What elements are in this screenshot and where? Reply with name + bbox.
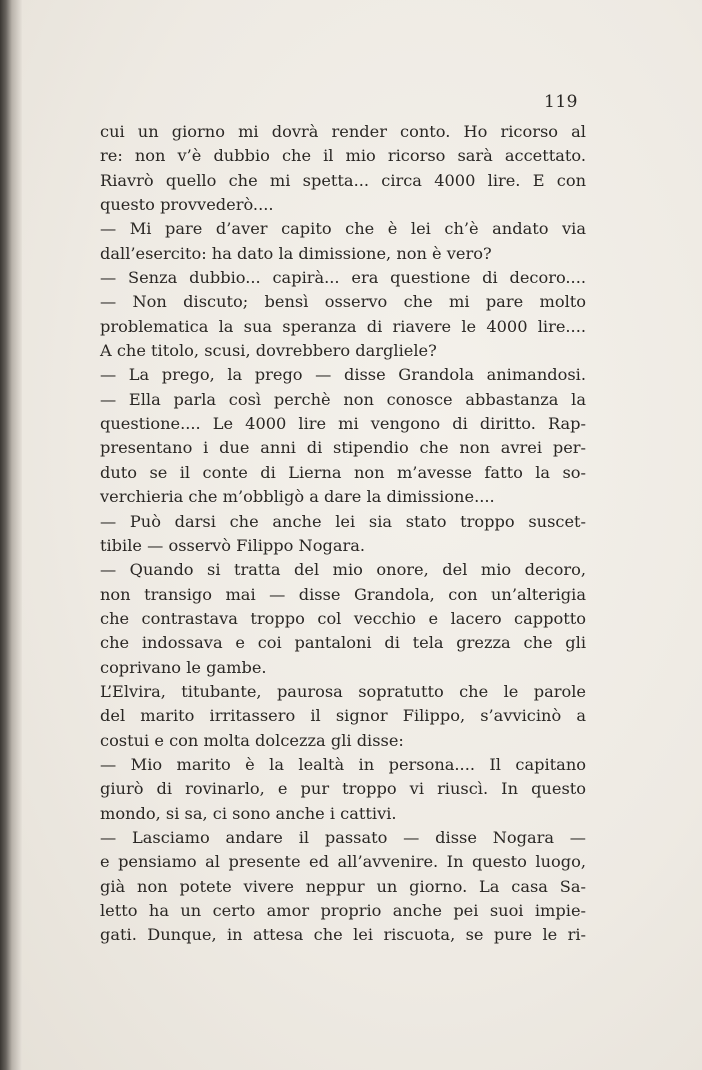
text-line: coprivano le gambe.	[100, 657, 267, 677]
text-line: presentano i due anni di stipendio che non avrei per-	[100, 438, 586, 458]
text-line: — Ella parla così perchè non conosce abbastanza la	[100, 389, 586, 409]
text-line: del marito irritassero il signor Filippo, s’avvicinò a	[100, 706, 586, 726]
text-line: costui e con molta dolcezza gli disse:	[100, 730, 404, 750]
text-line: tibile — osservò Filippo Nogara.	[100, 535, 366, 555]
book-spine-shadow	[0, 0, 22, 1070]
text-line: e pensiamo al presente ed all’avvenire. In questo luogo,	[100, 852, 586, 872]
text-line: A che titolo, scusi, dovrebbero dargliele?	[100, 341, 437, 361]
text-line: mondo, si sa, ci sono anche i cattivi.	[100, 803, 397, 823]
text-line: letto ha un certo amor proprio anche pei suoi impie-	[100, 901, 586, 920]
text-line: cui un giorno mi dovrà render conto. Ho ricorso al	[100, 122, 586, 141]
text-line: che contrastava troppo col vecchio e lacero cappotto	[100, 608, 586, 628]
text-line: questo provvederò....	[100, 195, 274, 215]
text-line: re: non v’è dubbio che il mio ricorso sarà accettato.	[100, 146, 586, 166]
text-line: verchieria che m’obbligò a dare la dimissione....	[100, 487, 495, 507]
text-line: Riavrò quello che mi spetta... circa 4000 lire. E con	[100, 170, 586, 190]
text-line: — Quando si tratta del mio onore, del mio decoro,	[100, 560, 586, 580]
text-line: non transigo mai — disse Grandola, con un’alterigia	[100, 584, 586, 604]
text-line: — Senza dubbio... capirà... era questione di decoro....	[100, 268, 586, 288]
text-line: — Può darsi che anche lei sia stato troppo suscet-	[100, 511, 586, 531]
text-line: problematica la sua speranza di riavere le 4000 lire....	[100, 316, 586, 336]
text-line: — Lasciamo andare il passato — disse Nogara —	[100, 827, 586, 847]
text-line: duto se il conte di Lierna non m’avesse fatto la so-	[100, 462, 586, 482]
text-line: — Mi pare d’aver capito che è lei ch’è andato via	[100, 219, 586, 239]
page-text	[100, 120, 586, 948]
text-line: dall’esercito: ha dato la dimissione, non è vero?	[100, 243, 492, 263]
text-line: — Non discuto; bensì osservo che mi pare molto	[100, 292, 586, 312]
text-line: L’Elvira, titubante, paurosa sopratutto che le parole	[100, 681, 586, 701]
text-line: giurò di rovinarlo, e pur troppo vi riuscì. In questo	[100, 779, 586, 799]
text-line: gati. Dunque, in attesa che lei riscuota, se pure le ri-	[100, 925, 586, 945]
text-line: — La prego, la prego — disse Grandola animandosi.	[100, 365, 586, 385]
text-line: già non potete vivere neppur un giorno. La casa Sa-	[100, 876, 586, 896]
page-number: 119	[544, 92, 578, 112]
text-line: — Mio marito è la lealtà in persona.... Il capitano	[100, 754, 586, 774]
text-line: che indossava e coi pantaloni di tela grezza che gli	[100, 633, 586, 653]
text-line: questione.... Le 4000 lire mi vengono di diritto. Rap-	[100, 414, 586, 434]
